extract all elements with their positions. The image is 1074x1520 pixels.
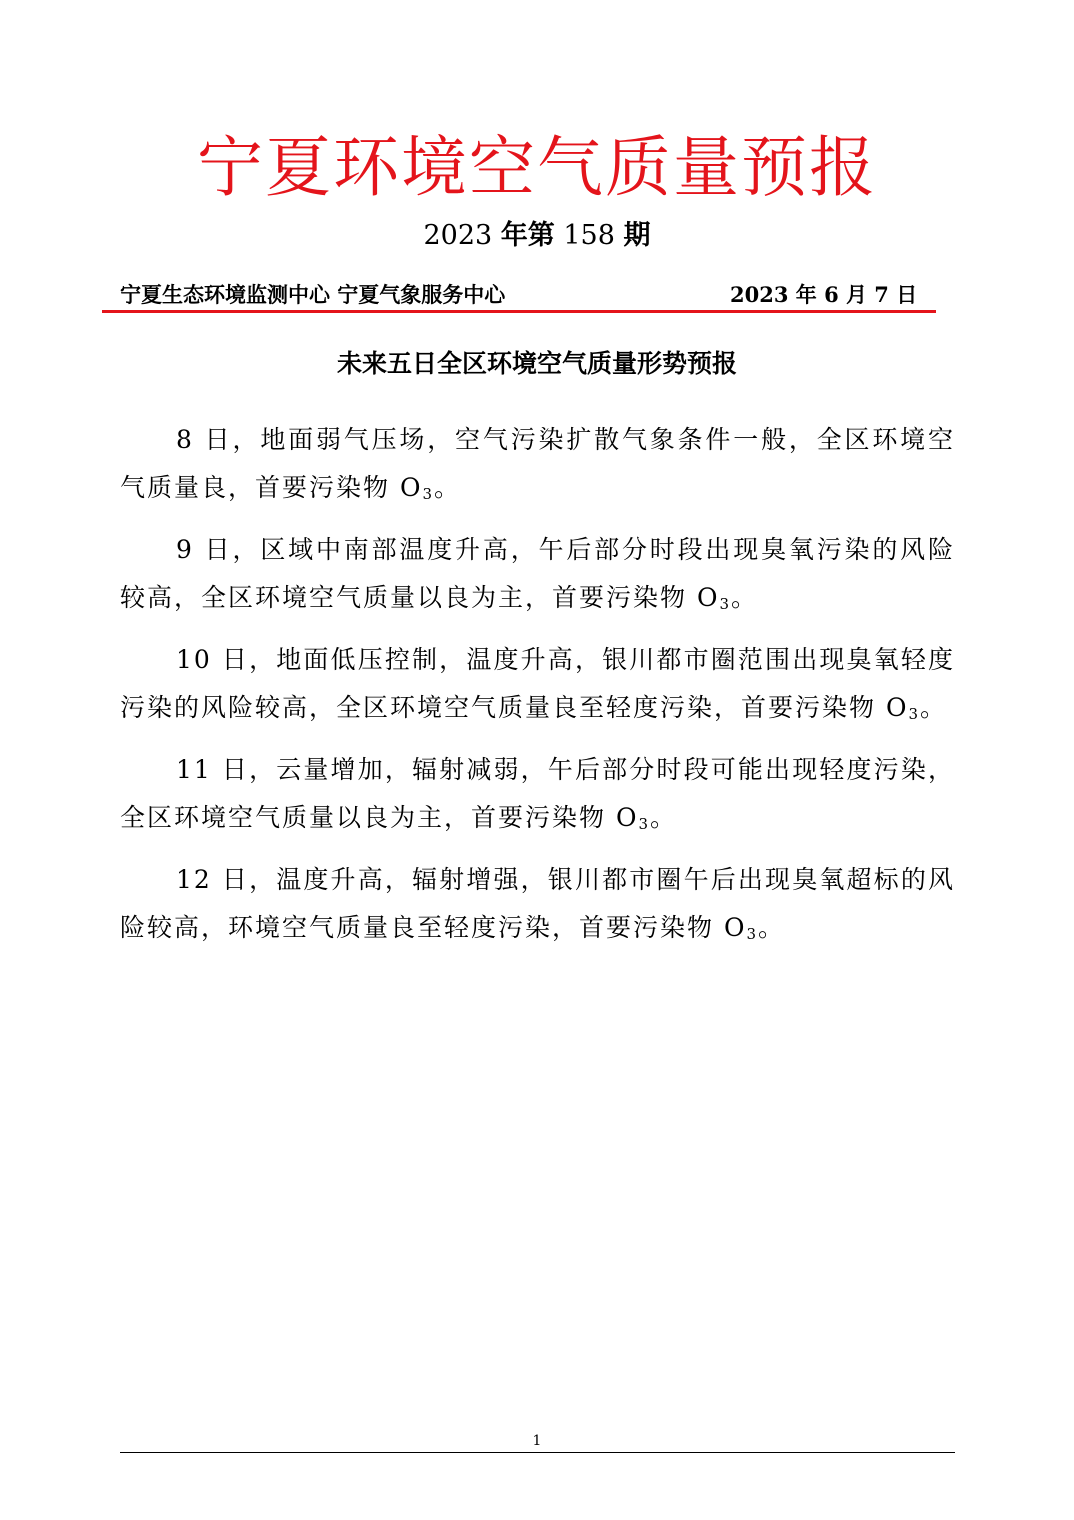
issue-num-suffix: 期 xyxy=(623,220,651,251)
forecast-paragraph: 10 日，地面低压控制，温度升高，银川都市圈范围出现臭氧轻度污染的风险较高，全区环境空气质量良至轻度污染，首要污染物 $O_3$。 xyxy=(120,645,955,723)
forecast-paragraph: 9 日，区域中南部温度升高，午后部分时段出现臭氧污染的风险较高，全区环境空气质量以良为主，首要污染物 $O_3$。 xyxy=(120,535,955,613)
section-heading: 未来五日全区环境空气质量形势预报 xyxy=(336,349,737,378)
issue-date: 2023 年 6 月 7 日 xyxy=(730,282,918,307)
issue-num: 158 xyxy=(563,220,615,251)
footer-divider xyxy=(120,1452,955,1453)
forecast-paragraph: 11 日，云量增加，辐射减弱，午后部分时段可能出现轻度污染，全区环境空气质量以良为主，首要污染物 $O_3$。 xyxy=(120,755,955,833)
header-red-divider xyxy=(102,310,936,313)
forecast-body xyxy=(120,416,955,966)
issuing-agencies-line xyxy=(120,278,940,312)
issue-number xyxy=(0,216,1074,256)
issue-year: 2023 xyxy=(423,220,493,251)
forecast-paragraph: 12 日，温度升高，辐射增强，银川都市圈午后出现臭氧超标的风险较高，环境空气质量良至轻度污染，首要污染物 $O_3$。 xyxy=(120,865,955,943)
forecast-paragraph: 8 日，地面弱气压场，空气污染扩散气象条件一般，全区环境空气质量良，首要污染物 $O_3$。 xyxy=(120,425,955,503)
issuing-agencies: 宁夏生态环境监测中心 宁夏气象服务中心 xyxy=(120,283,506,307)
issue-year-suffix: 年第 xyxy=(500,220,555,251)
masthead-title: 宁夏环境空气质量预报 xyxy=(197,129,877,206)
page-number: 1 xyxy=(532,1433,542,1449)
